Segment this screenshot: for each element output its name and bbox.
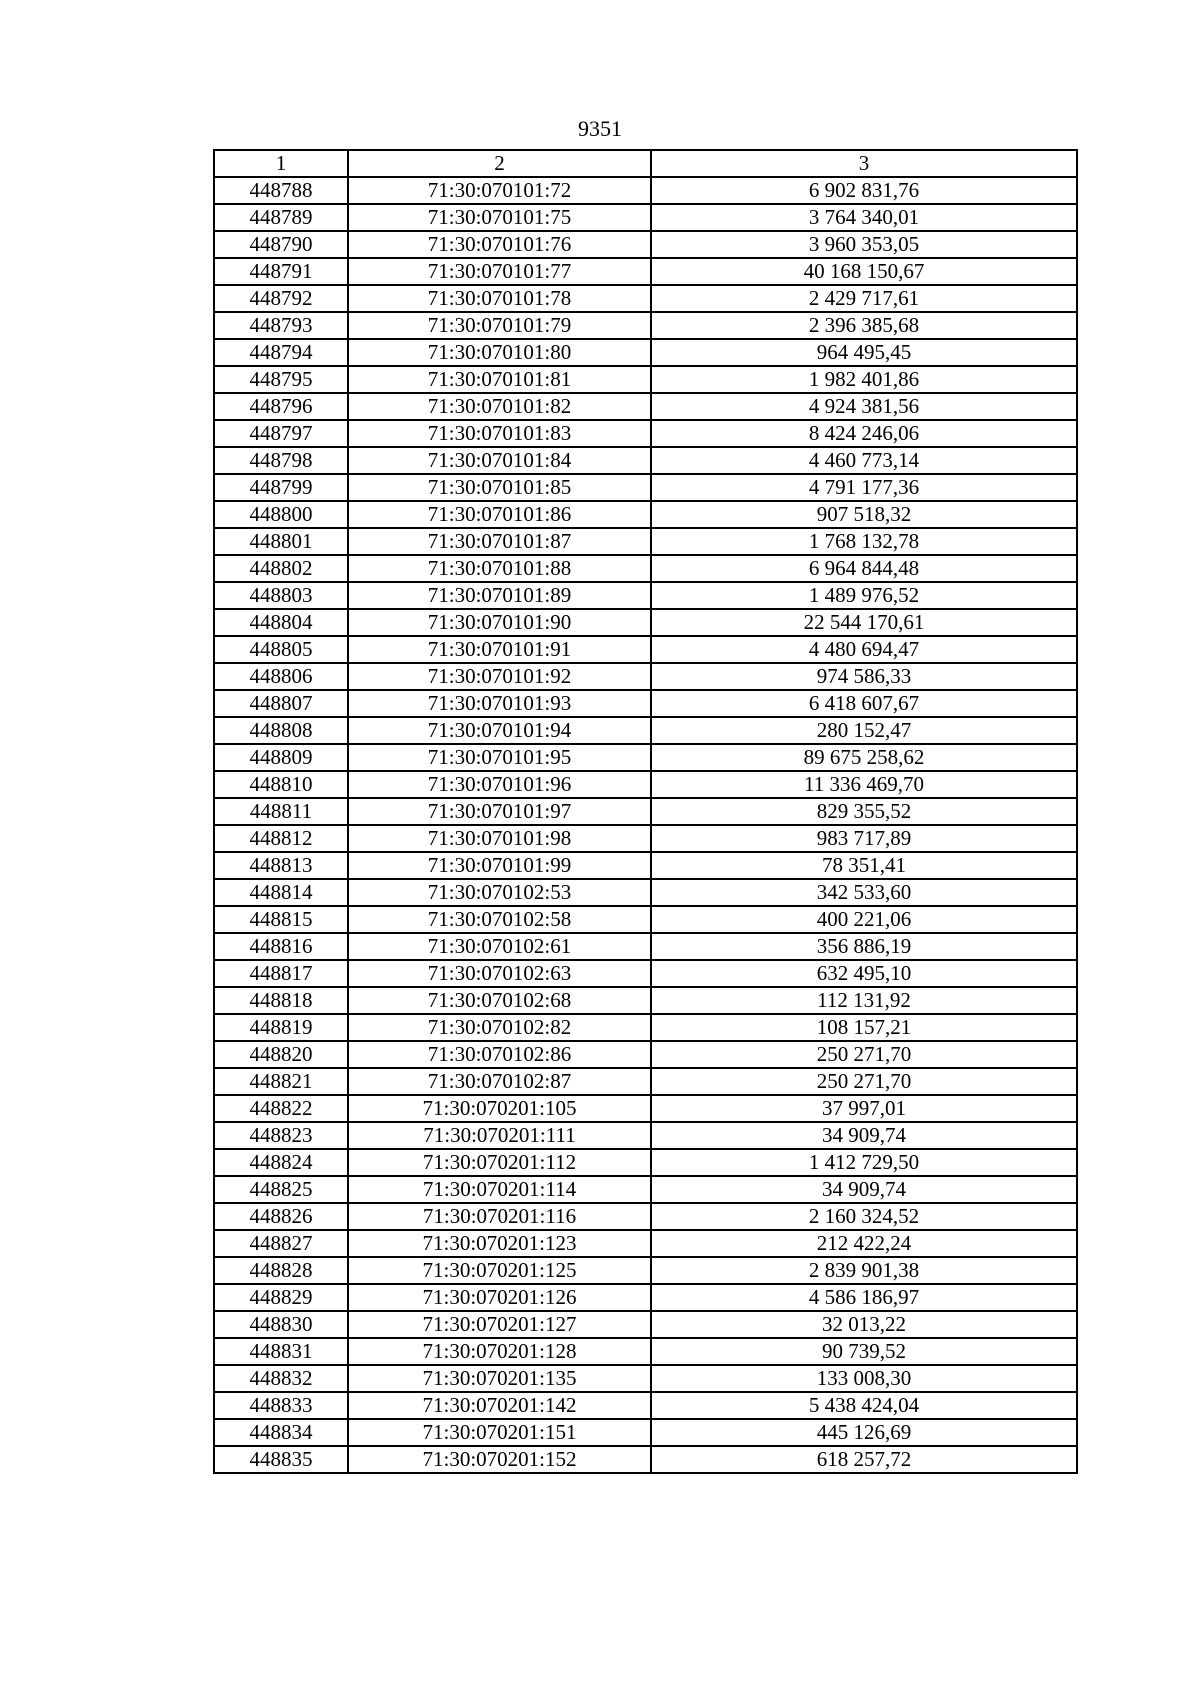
- cadastral-number-cell: 71:30:070201:105: [348, 1095, 651, 1122]
- value-cell: 1 412 729,50: [651, 1149, 1077, 1176]
- row-number-cell: 448803: [214, 582, 348, 609]
- cadastral-number-cell: 71:30:070101:89: [348, 582, 651, 609]
- row-number-cell: 448805: [214, 636, 348, 663]
- cadastral-number-cell: 71:30:070101:88: [348, 555, 651, 582]
- row-number-cell: 448808: [214, 717, 348, 744]
- header-cell-2: 2: [348, 150, 651, 177]
- table-row: [214, 798, 1077, 825]
- value-cell: 4 460 773,14: [651, 447, 1077, 474]
- row-number-cell: 448832: [214, 1365, 348, 1392]
- cadastral-number-cell: 71:30:070101:84: [348, 447, 651, 474]
- table-row: [214, 177, 1077, 204]
- cadastral-value-table: [213, 149, 1078, 1474]
- header-cell-1: 1: [214, 150, 348, 177]
- value-cell: 8 424 246,06: [651, 420, 1077, 447]
- row-number-cell: 448794: [214, 339, 348, 366]
- row-number-cell: 448810: [214, 771, 348, 798]
- value-cell: 34 909,74: [651, 1122, 1077, 1149]
- cadastral-number-cell: 71:30:070101:91: [348, 636, 651, 663]
- row-number-cell: 448798: [214, 447, 348, 474]
- value-cell: 4 924 381,56: [651, 393, 1077, 420]
- row-number-cell: 448811: [214, 798, 348, 825]
- table-row: [214, 339, 1077, 366]
- value-cell: 6 418 607,67: [651, 690, 1077, 717]
- header-row: [214, 150, 1077, 177]
- table-row: [214, 1041, 1077, 1068]
- cadastral-number-cell: 71:30:070201:152: [348, 1446, 651, 1473]
- table-row: [214, 717, 1077, 744]
- table-row: [214, 987, 1077, 1014]
- row-number-cell: 448800: [214, 501, 348, 528]
- value-cell: 6 964 844,48: [651, 555, 1077, 582]
- value-cell: 4 586 186,97: [651, 1284, 1077, 1311]
- value-cell: 3 960 353,05: [651, 231, 1077, 258]
- row-number-cell: 448833: [214, 1392, 348, 1419]
- cadastral-number-cell: 71:30:070201:126: [348, 1284, 651, 1311]
- row-number-cell: 448816: [214, 933, 348, 960]
- cadastral-number-cell: 71:30:070102:53: [348, 879, 651, 906]
- row-number-cell: 448812: [214, 825, 348, 852]
- value-cell: 32 013,22: [651, 1311, 1077, 1338]
- cadastral-number-cell: 71:30:070201:128: [348, 1338, 651, 1365]
- table-row: [214, 1338, 1077, 1365]
- table-body: [214, 150, 1077, 1473]
- cadastral-number-cell: 71:30:070102:63: [348, 960, 651, 987]
- cadastral-number-cell: 71:30:070201:114: [348, 1176, 651, 1203]
- cadastral-number-cell: 71:30:070101:95: [348, 744, 651, 771]
- table-row: [214, 1365, 1077, 1392]
- cadastral-number-cell: 71:30:070102:61: [348, 933, 651, 960]
- cadastral-number-cell: 71:30:070101:78: [348, 285, 651, 312]
- row-number-cell: 448828: [214, 1257, 348, 1284]
- row-number-cell: 448788: [214, 177, 348, 204]
- cadastral-number-cell: 71:30:070102:87: [348, 1068, 651, 1095]
- table-row: [214, 852, 1077, 879]
- table-row: [214, 636, 1077, 663]
- cadastral-number-cell: 71:30:070101:98: [348, 825, 651, 852]
- table-row: [214, 1095, 1077, 1122]
- value-cell: 89 675 258,62: [651, 744, 1077, 771]
- table-row: [214, 771, 1077, 798]
- row-number-cell: 448806: [214, 663, 348, 690]
- row-number-cell: 448797: [214, 420, 348, 447]
- table-row: [214, 1122, 1077, 1149]
- row-number-cell: 448796: [214, 393, 348, 420]
- table-row: [214, 690, 1077, 717]
- value-cell: 964 495,45: [651, 339, 1077, 366]
- table-row: [214, 393, 1077, 420]
- cadastral-number-cell: 71:30:070101:79: [348, 312, 651, 339]
- row-number-cell: 448830: [214, 1311, 348, 1338]
- value-cell: 983 717,89: [651, 825, 1077, 852]
- table-row: [214, 1230, 1077, 1257]
- value-cell: 2 396 385,68: [651, 312, 1077, 339]
- row-number-cell: 448791: [214, 258, 348, 285]
- value-cell: 1 982 401,86: [651, 366, 1077, 393]
- value-cell: 78 351,41: [651, 852, 1077, 879]
- row-number-cell: 448822: [214, 1095, 348, 1122]
- row-number-cell: 448820: [214, 1041, 348, 1068]
- table-row: [214, 933, 1077, 960]
- table-row: [214, 825, 1077, 852]
- table-row: [214, 420, 1077, 447]
- row-number-cell: 448802: [214, 555, 348, 582]
- table-row: [214, 663, 1077, 690]
- header-cell-3: 3: [651, 150, 1077, 177]
- cadastral-number-cell: 71:30:070201:142: [348, 1392, 651, 1419]
- cadastral-number-cell: 71:30:070101:75: [348, 204, 651, 231]
- cadastral-number-cell: 71:30:070201:116: [348, 1203, 651, 1230]
- row-number-cell: 448813: [214, 852, 348, 879]
- cadastral-number-cell: 71:30:070101:82: [348, 393, 651, 420]
- table-row: [214, 744, 1077, 771]
- table-row: [214, 474, 1077, 501]
- cadastral-number-cell: 71:30:070101:85: [348, 474, 651, 501]
- table-row: [214, 231, 1077, 258]
- row-number-cell: 448790: [214, 231, 348, 258]
- cadastral-number-cell: 71:30:070101:90: [348, 609, 651, 636]
- value-cell: 4 791 177,36: [651, 474, 1077, 501]
- value-cell: 250 271,70: [651, 1041, 1077, 1068]
- row-number-cell: 448795: [214, 366, 348, 393]
- value-cell: 11 336 469,70: [651, 771, 1077, 798]
- row-number-cell: 448829: [214, 1284, 348, 1311]
- cadastral-number-cell: 71:30:070101:72: [348, 177, 651, 204]
- value-cell: 400 221,06: [651, 906, 1077, 933]
- cadastral-number-cell: 71:30:070102:68: [348, 987, 651, 1014]
- row-number-cell: 448818: [214, 987, 348, 1014]
- table-row: [214, 1446, 1077, 1473]
- table-row: [214, 1014, 1077, 1041]
- row-number-cell: 448804: [214, 609, 348, 636]
- table-row: [214, 906, 1077, 933]
- table-row: [214, 1392, 1077, 1419]
- value-cell: 1 489 976,52: [651, 582, 1077, 609]
- cadastral-number-cell: 71:30:070101:93: [348, 690, 651, 717]
- row-number-cell: 448809: [214, 744, 348, 771]
- cadastral-number-cell: 71:30:070201:111: [348, 1122, 651, 1149]
- value-cell: 133 008,30: [651, 1365, 1077, 1392]
- table-row: [214, 609, 1077, 636]
- cadastral-number-cell: 71:30:070102:58: [348, 906, 651, 933]
- value-cell: 40 168 150,67: [651, 258, 1077, 285]
- row-number-cell: 448799: [214, 474, 348, 501]
- cadastral-number-cell: 71:30:070102:86: [348, 1041, 651, 1068]
- value-cell: 34 909,74: [651, 1176, 1077, 1203]
- page-number: 9351: [578, 116, 622, 141]
- row-number-cell: 448815: [214, 906, 348, 933]
- value-cell: 90 739,52: [651, 1338, 1077, 1365]
- row-number-cell: 448825: [214, 1176, 348, 1203]
- cadastral-number-cell: 71:30:070201:125: [348, 1257, 651, 1284]
- table-row: [214, 582, 1077, 609]
- cadastral-number-cell: 71:30:070101:94: [348, 717, 651, 744]
- cadastral-number-cell: 71:30:070101:76: [348, 231, 651, 258]
- cadastral-number-cell: 71:30:070201:112: [348, 1149, 651, 1176]
- row-number-cell: 448823: [214, 1122, 348, 1149]
- table-row: [214, 258, 1077, 285]
- cadastral-number-cell: 71:30:070101:92: [348, 663, 651, 690]
- table-row: [214, 1311, 1077, 1338]
- value-cell: 974 586,33: [651, 663, 1077, 690]
- value-cell: 112 131,92: [651, 987, 1077, 1014]
- table-row: [214, 1257, 1077, 1284]
- value-cell: 342 533,60: [651, 879, 1077, 906]
- table-row: [214, 1203, 1077, 1230]
- value-cell: 250 271,70: [651, 1068, 1077, 1095]
- value-cell: 4 480 694,47: [651, 636, 1077, 663]
- cadastral-number-cell: 71:30:070101:83: [348, 420, 651, 447]
- value-cell: 37 997,01: [651, 1095, 1077, 1122]
- value-cell: 829 355,52: [651, 798, 1077, 825]
- value-cell: 618 257,72: [651, 1446, 1077, 1473]
- table-row: [214, 447, 1077, 474]
- row-number-cell: 448831: [214, 1338, 348, 1365]
- cadastral-number-cell: 71:30:070101:97: [348, 798, 651, 825]
- cadastral-number-cell: 71:30:070201:123: [348, 1230, 651, 1257]
- value-cell: 5 438 424,04: [651, 1392, 1077, 1419]
- row-number-cell: 448817: [214, 960, 348, 987]
- table-row: [214, 555, 1077, 582]
- value-cell: 6 902 831,76: [651, 177, 1077, 204]
- table-row: [214, 312, 1077, 339]
- row-number-cell: 448819: [214, 1014, 348, 1041]
- cadastral-number-cell: 71:30:070101:81: [348, 366, 651, 393]
- table-row: [214, 1176, 1077, 1203]
- cadastral-number-cell: 71:30:070102:82: [348, 1014, 651, 1041]
- table-row: [214, 879, 1077, 906]
- cadastral-number-cell: 71:30:070201:135: [348, 1365, 651, 1392]
- row-number-cell: 448789: [214, 204, 348, 231]
- value-cell: 356 886,19: [651, 933, 1077, 960]
- value-cell: 280 152,47: [651, 717, 1077, 744]
- cadastral-number-cell: 71:30:070201:127: [348, 1311, 651, 1338]
- cadastral-number-cell: 71:30:070101:86: [348, 501, 651, 528]
- value-cell: 2 429 717,61: [651, 285, 1077, 312]
- value-cell: 3 764 340,01: [651, 204, 1077, 231]
- table-row: [214, 1149, 1077, 1176]
- value-cell: 212 422,24: [651, 1230, 1077, 1257]
- table-row: [214, 1068, 1077, 1095]
- table-row: [214, 501, 1077, 528]
- value-cell: 445 126,69: [651, 1419, 1077, 1446]
- cadastral-number-cell: 71:30:070101:99: [348, 852, 651, 879]
- value-cell: 632 495,10: [651, 960, 1077, 987]
- table-row: [214, 1284, 1077, 1311]
- row-number-cell: 448835: [214, 1446, 348, 1473]
- table-row: [214, 528, 1077, 555]
- cadastral-number-cell: 71:30:070201:151: [348, 1419, 651, 1446]
- row-number-cell: 448793: [214, 312, 348, 339]
- row-number-cell: 448834: [214, 1419, 348, 1446]
- table-row: [214, 285, 1077, 312]
- table-row: [214, 366, 1077, 393]
- value-cell: 2 839 901,38: [651, 1257, 1077, 1284]
- table-row: [214, 1419, 1077, 1446]
- value-cell: 1 768 132,78: [651, 528, 1077, 555]
- row-number-cell: 448801: [214, 528, 348, 555]
- value-cell: 2 160 324,52: [651, 1203, 1077, 1230]
- cadastral-number-cell: 71:30:070101:87: [348, 528, 651, 555]
- table-row: [214, 960, 1077, 987]
- row-number-cell: 448827: [214, 1230, 348, 1257]
- cadastral-number-cell: 71:30:070101:77: [348, 258, 651, 285]
- cadastral-number-cell: 71:30:070101:96: [348, 771, 651, 798]
- row-number-cell: 448824: [214, 1149, 348, 1176]
- value-cell: 108 157,21: [651, 1014, 1077, 1041]
- cadastral-number-cell: 71:30:070101:80: [348, 339, 651, 366]
- row-number-cell: 448826: [214, 1203, 348, 1230]
- row-number-cell: 448821: [214, 1068, 348, 1095]
- row-number-cell: 448792: [214, 285, 348, 312]
- value-cell: 907 518,32: [651, 501, 1077, 528]
- row-number-cell: 448814: [214, 879, 348, 906]
- row-number-cell: 448807: [214, 690, 348, 717]
- table-row: [214, 204, 1077, 231]
- value-cell: 22 544 170,61: [651, 609, 1077, 636]
